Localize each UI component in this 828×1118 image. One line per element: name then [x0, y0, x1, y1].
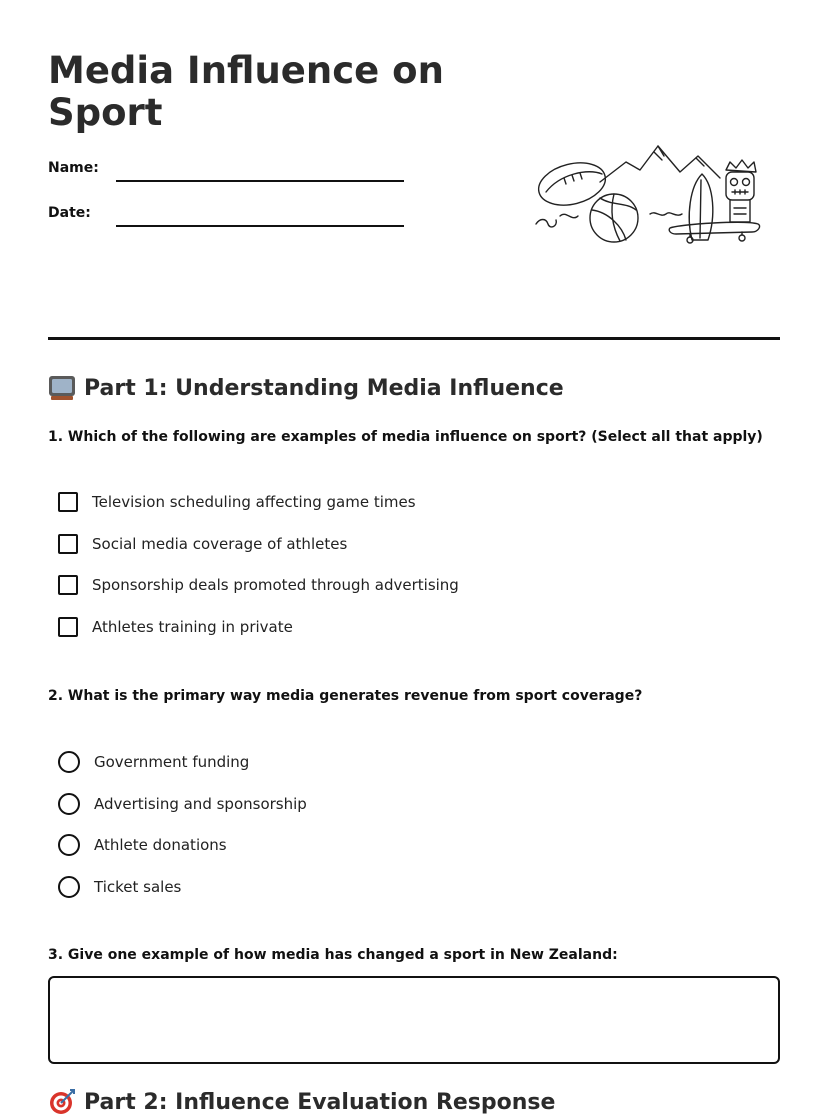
option-label: Television scheduling affecting game times	[92, 493, 416, 511]
koru-icon	[536, 220, 556, 227]
q2-option[interactable]	[58, 793, 307, 815]
part1-title-text: Part 1: Understanding Media Influence	[84, 375, 564, 401]
sports-illustration	[530, 140, 762, 252]
rugby-ball-icon	[534, 156, 610, 211]
option-label: Ticket sales	[94, 878, 182, 896]
page-title: Media Influence on Sport	[48, 49, 444, 134]
q1-option[interactable]	[58, 617, 293, 637]
checkbox[interactable]	[58, 617, 78, 637]
television-icon	[48, 374, 76, 402]
option-label: Social media coverage of athletes	[92, 535, 348, 553]
skateboard-icon	[669, 222, 759, 243]
option-label: Sponsorship deals promoted through advertising	[92, 576, 459, 594]
dart-target-icon	[48, 1088, 76, 1116]
option-label: Athletes training in private	[92, 618, 293, 636]
answer-textbox[interactable]	[48, 976, 780, 1064]
option-label: Advertising and sponsorship	[94, 795, 307, 813]
checkbox[interactable]	[58, 492, 78, 512]
question-3: 3. Give one example of how media has changed a sport in New Zealand:	[48, 947, 618, 963]
surfboard-icon	[689, 174, 713, 240]
q1-option[interactable]	[58, 492, 416, 512]
option-label: Government funding	[94, 753, 250, 771]
radio-button[interactable]	[58, 876, 80, 898]
name-field[interactable]	[116, 180, 404, 182]
section-divider	[48, 337, 780, 340]
tiki-icon	[726, 160, 756, 222]
beach-ball-icon	[590, 194, 638, 242]
part1-title	[48, 374, 564, 402]
radio-button[interactable]	[58, 793, 80, 815]
checkbox[interactable]	[58, 575, 78, 595]
option-label: Athlete donations	[94, 836, 227, 854]
radio-button[interactable]	[58, 751, 80, 773]
date-label: Date:	[48, 205, 91, 221]
q2-option[interactable]	[58, 751, 249, 773]
radio-button[interactable]	[58, 834, 80, 856]
q1-option[interactable]	[58, 575, 459, 595]
checkbox[interactable]	[58, 534, 78, 554]
part2-title-text: Part 2: Influence Evaluation Response	[84, 1089, 556, 1115]
q2-option[interactable]	[58, 834, 227, 856]
date-field[interactable]	[116, 225, 404, 227]
part2-title	[48, 1088, 555, 1116]
q1-option[interactable]	[58, 534, 347, 554]
q2-option[interactable]	[58, 876, 181, 898]
question-2: 2. What is the primary way media generates revenue from sport coverage?	[48, 688, 643, 704]
question-1: 1. Which of the following are examples of media influence on sport? (Select all that apply)	[48, 429, 763, 445]
name-label: Name:	[48, 160, 99, 176]
